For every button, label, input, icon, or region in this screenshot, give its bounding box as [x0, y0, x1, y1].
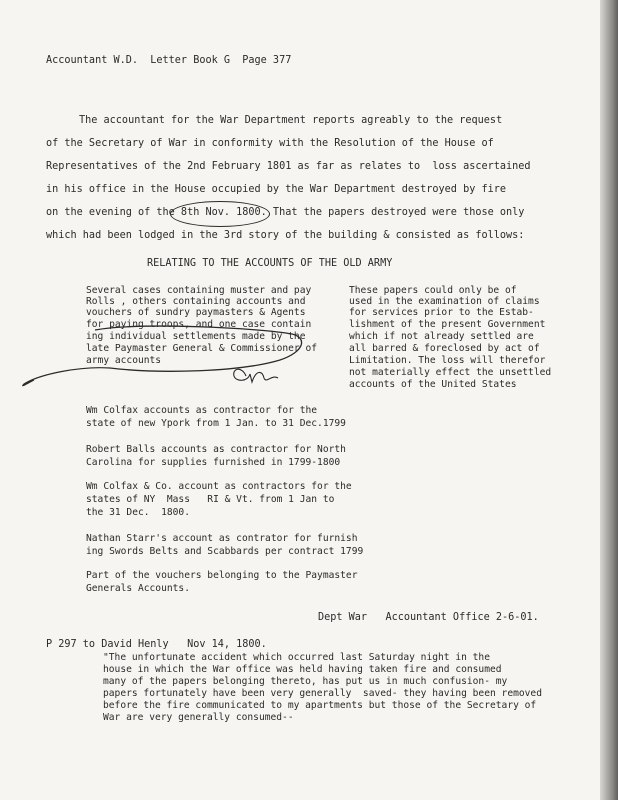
intro-line: The accountant for the War Department reports agreably to the request: [79, 115, 503, 126]
right-column-line: all barred & foreclosed by act of: [349, 343, 540, 354]
right-column-line: used in the examination of claims: [349, 296, 540, 307]
handwritten-annotation: [10, 322, 310, 402]
letter-heading: P 297 to David Henly Nov 14, 1800.: [46, 639, 267, 650]
right-column-line: for services prior to the Estab-: [349, 307, 534, 318]
left-column-line: Rolls , others containing accounts and: [86, 296, 306, 307]
item-line: Generals Accounts.: [86, 583, 190, 594]
letter-line: papers fortunately have been very generally saved- they having been removed: [103, 688, 542, 699]
intro-line: which had been lodged in the 3rd story of the building & consisted as follows:: [46, 230, 525, 241]
left-column-line: for paying troops, and one case contain: [86, 319, 312, 330]
left-column-line: ing individual settlements made by the: [86, 331, 306, 342]
left-column-line: Several cases containing muster and pay: [86, 285, 312, 296]
page-header: Accountant W.D. Letter Book G Page 377: [46, 55, 292, 66]
letter-line: many of the papers belonging thereto, has put us in much confusion- my: [103, 676, 508, 687]
intro-line: in his office in the House occupied by the War Department destroyed by fire: [46, 184, 507, 195]
right-column-line: These papers could only be of: [349, 285, 517, 296]
scan-edge-shadow: [600, 0, 618, 800]
sign-off: Dept War Accountant Office 2-6-01.: [318, 612, 539, 623]
left-column-line: army accounts: [86, 355, 162, 366]
item-line: Part of the vouchers belonging to the Paymaster: [86, 570, 358, 581]
right-column-line: which if not already settled are: [349, 331, 534, 342]
item-line: Nathan Starr's account as contrator for furnish: [86, 533, 358, 544]
intro-line: Representatives of the 2nd February 1801 as far as relates to loss ascertained: [46, 161, 531, 172]
letter-line: before the fire communicated to my apartments but those of the Secretary of: [103, 700, 537, 711]
intro-line: of the Secretary of War in conformity with the Resolution of the House of: [46, 138, 494, 149]
intro-line: on the evening of the 8th Nov. 1800. That the papers destroyed were those only: [46, 207, 525, 218]
right-column-line: not materially effect the unsettled: [349, 367, 552, 378]
section-title: RELATING TO THE ACCOUNTS OF THE OLD ARMY: [147, 258, 393, 269]
item-line: Wm Colfax & Co. account as contractors for the: [86, 481, 352, 492]
item-line: states of NY Mass RI & Vt. from 1 Jan to: [86, 494, 335, 505]
item-line: Carolina for supplies furnished in 1799-1800: [86, 457, 341, 468]
item-line: Wm Colfax accounts as contractor for the: [86, 405, 318, 416]
item-line: the 31 Dec. 1800.: [86, 507, 190, 518]
item-line: Robert Balls accounts as contractor for North: [86, 444, 346, 455]
letter-line: "The unfortunate accident which occurred last Saturday night in the: [103, 652, 490, 663]
left-column-line: vouchers of sundry paymasters & Agents: [86, 307, 306, 318]
left-column-line: late Paymaster General & Commissioner of: [86, 343, 318, 354]
right-column-line: Limitation. The loss will therefor: [349, 355, 546, 366]
item-line: ing Swords Belts and Scabbards per contract 1799: [86, 546, 364, 557]
right-column-line: accounts of the United States: [349, 379, 517, 390]
right-column-line: lishment of the present Government: [349, 319, 546, 330]
letter-line: house in which the War office was held having taken fire and consumed: [103, 664, 502, 675]
date-circle: [170, 201, 270, 227]
item-line: state of new Ypork from 1 Jan. to 31 Dec.1799: [86, 418, 346, 429]
letter-line: War are very generally consumed--: [103, 712, 294, 723]
